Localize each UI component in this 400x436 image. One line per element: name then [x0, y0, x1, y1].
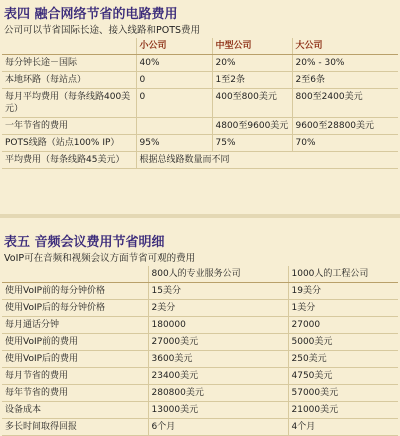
- table4-header-cell: 大公司: [292, 38, 398, 55]
- table5-subtitle: VoIP可在音频和视频会议方面节省可观的费用: [4, 253, 196, 264]
- cell: 1至2条: [212, 72, 292, 89]
- cell: 4800至9600美元: [212, 118, 292, 135]
- table-row: [2, 118, 398, 135]
- table-row: [2, 385, 398, 402]
- table4-subtitle: 公司可以节省国际长途、接入线路和POTS费用: [4, 25, 201, 36]
- cell: 0: [136, 89, 212, 118]
- cell: 4个月: [288, 419, 398, 436]
- cell: 19美分: [288, 283, 398, 300]
- cell: 75%: [212, 135, 292, 152]
- row-label: 每分钟长途－国际: [2, 55, 136, 72]
- table-row: [2, 283, 398, 300]
- cell: 15美分: [148, 283, 288, 300]
- cell: 57000美元: [288, 385, 398, 402]
- table-row: [2, 317, 398, 334]
- cell: 根据总线路数量而不同: [136, 152, 398, 169]
- row-label: 每月平均费用（每条线路400美元）: [2, 89, 136, 118]
- cell: 0: [136, 72, 212, 89]
- cell: 5000美元: [288, 334, 398, 351]
- row-label: 设备成本: [2, 402, 148, 419]
- table5-header-cell: 1000人的工程公司: [288, 266, 398, 283]
- table-row: [2, 419, 398, 436]
- cell: 20% - 30%: [292, 55, 398, 72]
- table5: [2, 266, 398, 436]
- cell: 400至800美元: [212, 89, 292, 118]
- row-label: 本地环路（每站点）: [2, 72, 136, 89]
- cell: 1美分: [288, 300, 398, 317]
- row-label: 每年节省的费用: [2, 385, 148, 402]
- table5-title: 表五 音频会议费用节省明细: [4, 235, 165, 250]
- row-label: 使用VoIP后的每分钟价格: [2, 300, 148, 317]
- table-row: [2, 351, 398, 368]
- cell: 6个月: [148, 419, 288, 436]
- cell: 27000: [288, 317, 398, 334]
- table-row: [2, 368, 398, 385]
- row-label: 每月通话分钟: [2, 317, 148, 334]
- row-label: 使用VoIP后的费用: [2, 351, 148, 368]
- table4-header-cell: 小公司: [136, 38, 212, 55]
- row-label: POTS线路（站点100% IP）: [2, 135, 136, 152]
- cell: [136, 118, 212, 135]
- cell: 27000美元: [148, 334, 288, 351]
- row-label: 使用VoIP前的费用: [2, 334, 148, 351]
- cell: 280800美元: [148, 385, 288, 402]
- cell: 70%: [292, 135, 398, 152]
- table-row: [2, 300, 398, 317]
- table-row: [2, 334, 398, 351]
- cell: 95%: [136, 135, 212, 152]
- table5-header: [2, 266, 398, 283]
- cell: 2至6条: [292, 72, 398, 89]
- cell: 250美元: [288, 351, 398, 368]
- cell: 23400美元: [148, 368, 288, 385]
- table-row: [2, 72, 398, 89]
- table4: [2, 38, 398, 169]
- table-row: [2, 402, 398, 419]
- cell: 13000美元: [148, 402, 288, 419]
- table-row: [2, 135, 398, 152]
- cell: 180000: [148, 317, 288, 334]
- table4-header-cell: 中型公司: [212, 38, 292, 55]
- cell: 9600至28800美元: [292, 118, 398, 135]
- table5-header-cell: 800人的专业服务公司: [148, 266, 288, 283]
- row-label: 平均费用（每条线路45美元）: [2, 152, 136, 169]
- cell: 20%: [212, 55, 292, 72]
- row-label: 多长时间取得回报: [2, 419, 148, 436]
- table4-header: [2, 38, 398, 55]
- table-row: [2, 89, 398, 118]
- row-label: 一年节省的费用: [2, 118, 136, 135]
- table-row: [2, 55, 398, 72]
- section-divider: [0, 214, 400, 218]
- cell: 40%: [136, 55, 212, 72]
- table4-header-cell: [2, 38, 136, 55]
- cell: 21000美元: [288, 402, 398, 419]
- row-label: 每月节省的费用: [2, 368, 148, 385]
- table4-title: 表四 融合网络节省的电路费用: [4, 7, 178, 22]
- cell: 2美分: [148, 300, 288, 317]
- cell: 4750美元: [288, 368, 398, 385]
- table-row: [2, 152, 398, 169]
- cell: 3600美元: [148, 351, 288, 368]
- table5-header-cell: [2, 266, 148, 283]
- row-label: 使用VoIP前的每分钟价格: [2, 283, 148, 300]
- cell: 800至2400美元: [292, 89, 398, 118]
